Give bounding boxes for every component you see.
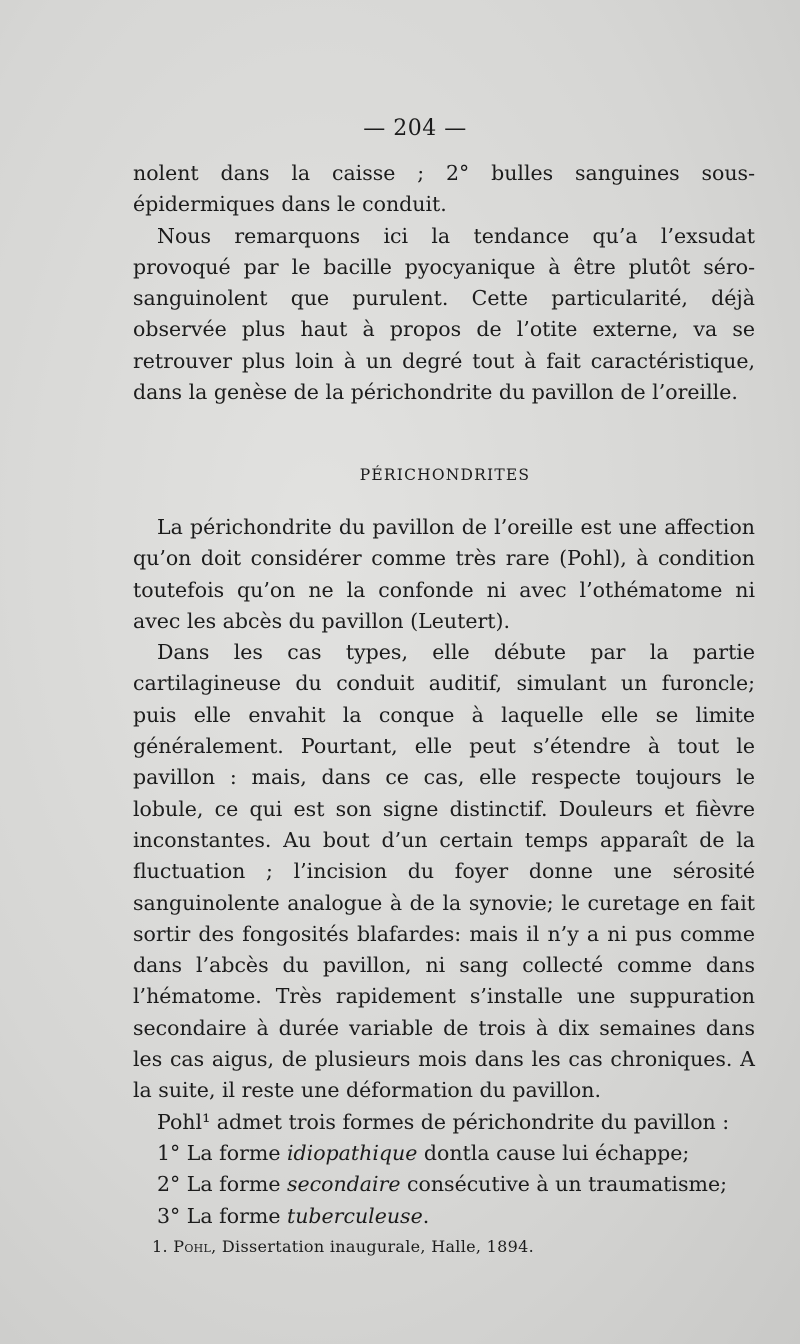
paragraph-continued: nolent dans la caisse ; 2° bulles sanguines sous-épidermiques dans le conduit. [133,161,755,217]
list-item: 2° La forme secondaire consécutive à un traumatisme; [157,1172,727,1197]
forms-list [133,1138,755,1232]
paragraph-pohl: Pohl¹ admet trois formes de périchondrite du pavillon : [157,1109,730,1134]
list-item: 1° La forme idiopathique dontla cause lui échappe; [157,1140,690,1165]
text-block-main [133,512,755,1232]
footnote-author: Pohl [173,1237,212,1256]
list-item: 3° La forme tuberculeuse. [157,1203,430,1228]
paragraph-description: Dans les cas types, elle débute par la partie cartilagineuse du conduit auditif, simulant un furoncle; puis elle envahit la conque à laquelle elle se limite généralement. Pourtant, elle peut s’étendre à tout le pavillon : mais, dans ce cas, elle respecte toujours le lobule, ce qui est son signe distinctif. Douleurs et fièvre inconstantes. Au bout d’un certain temps apparaît de la fluctuation ; l’incision du foyer donne une sérosité sanguinolente analogue à de la synovie; le curetage en fait sortir des fongosités blafardes: mais il n’y a ni pus comme dans l’abcès du pavillon, ni sang collecté comme dans l’hématome. Très rapidement s’installe une suppuration secondaire à durée variable de trois à dix semaines dans les cas aigus, de plusieurs mois dans les cas chroniques. A la suite, il reste une déformation du pavillon. [133,640,755,1103]
page-number: — 204 — [363,116,467,141]
text-block-top [133,158,755,408]
paragraph-intro: La périchondrite du pavillon de l’oreille est une affection qu’on doit considérer comme très rare (Pohl), à condition toutefois qu’on ne la confonde ni avec l’othématome ni avec les abcès du pavillon (Leutert). [133,515,755,633]
paragraph-pyocyanique: Nous remarquons ici la tendance qu’a l’exsudat provoqué par le bacille pyocyanique à être plutôt séro-sanguinolent que purulent. Cette particularité, déjà observée plus haut à propos de l’otite externe, va se retrouver plus loin à un degré tout à fait caractéristique, dans la genèse de la périchondrite du pavillon de l’oreille. [133,223,755,405]
footnote: 1. Pohl, Dissertation inaugurale, Halle, 1894. [152,1237,534,1256]
section-heading: PÉRICHONDRITES [359,466,531,484]
